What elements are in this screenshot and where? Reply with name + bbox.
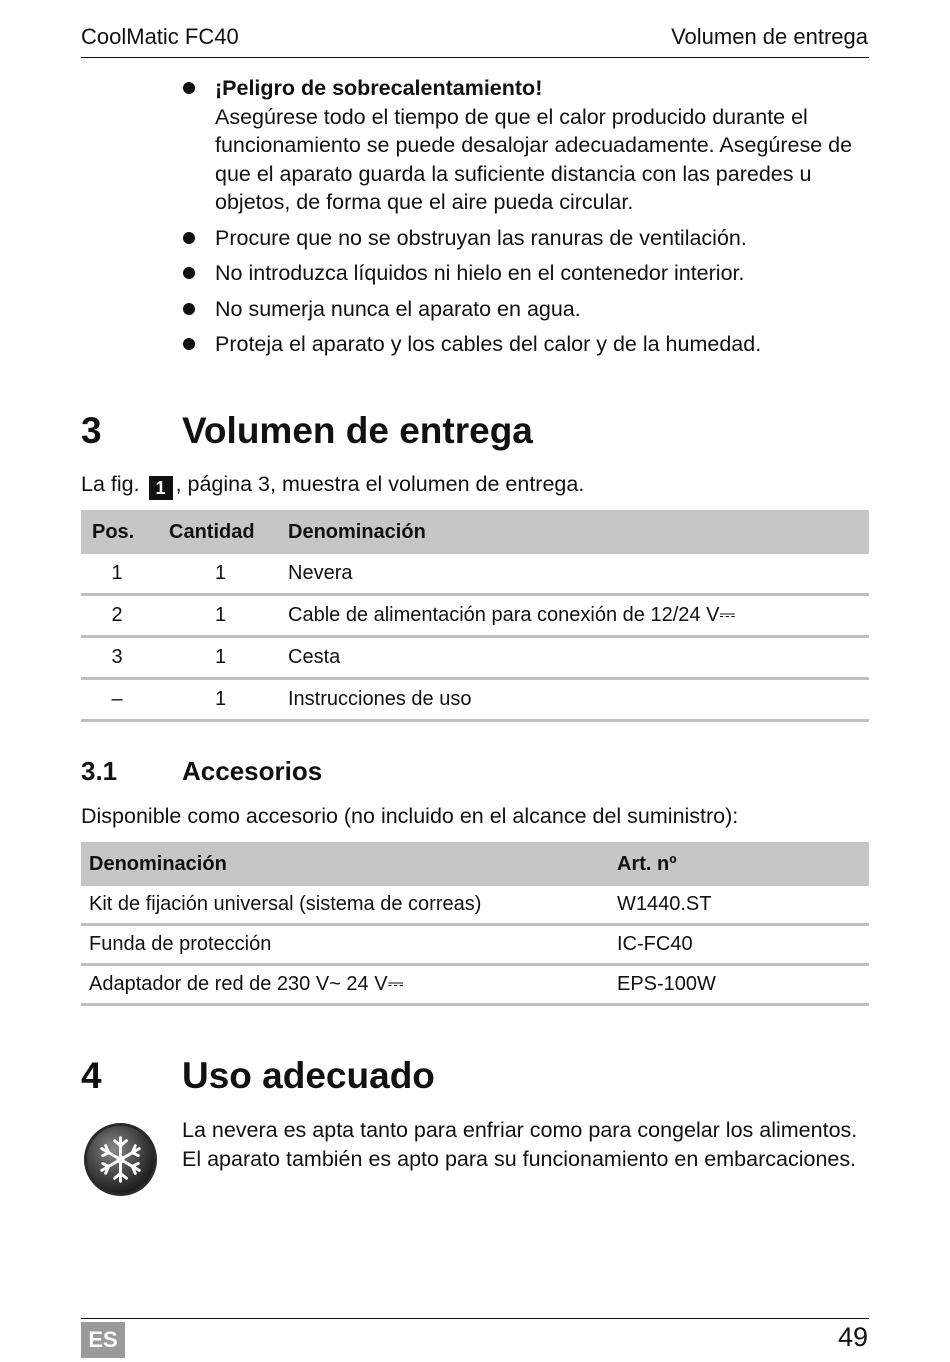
section-3-1-title: Accesorios xyxy=(182,756,323,786)
language-badge: ES xyxy=(81,1322,125,1358)
intro-text-after: , página 3, muestra el volumen de entrega. xyxy=(175,472,585,496)
cell-pos: 1 xyxy=(81,554,153,595)
cell-pos: 2 xyxy=(81,595,153,637)
table-header-row xyxy=(81,842,869,886)
figure-reference-badge: 1 xyxy=(149,476,173,500)
bullet-dot-icon xyxy=(183,232,195,244)
bullet-dot-icon xyxy=(183,303,195,315)
section-4-title: Uso adecuado xyxy=(182,1055,435,1096)
section-3-title: Volumen de entrega xyxy=(182,410,533,451)
cell-name: Adaptador de red de 230 V~ 24 V⎓ xyxy=(81,965,609,1005)
cell-pos: – xyxy=(81,679,153,721)
table-header-row xyxy=(81,510,869,554)
safety-item-text: No sumerja nunca el aparato en agua. xyxy=(215,296,581,321)
warning-title: ¡Peligro de sobrecalentamiento! xyxy=(215,76,543,100)
section-3-intro xyxy=(81,472,584,500)
column-header-quantity: Cantidad xyxy=(153,510,288,554)
cell-name: Cesta xyxy=(288,637,869,679)
table-row xyxy=(81,965,869,1005)
cell-pos: 3 xyxy=(81,637,153,679)
table-row xyxy=(81,554,869,595)
column-header-name: Denominación xyxy=(288,510,869,554)
section-4-number: 4 xyxy=(81,1055,102,1096)
safety-warning-item xyxy=(182,74,872,217)
cell-article-number: EPS-100W xyxy=(609,965,869,1005)
column-header-article-number: Art. nº xyxy=(609,842,869,886)
cell-name: Instrucciones de uso xyxy=(288,679,869,721)
header-product-name: CoolMatic FC40 xyxy=(81,24,239,49)
snowflake-icon xyxy=(83,1122,158,1197)
section-3-number: 3 xyxy=(81,410,102,451)
delivery-scope-table xyxy=(81,510,869,722)
column-header-name: Denominación xyxy=(81,842,609,886)
column-header-pos: Pos. xyxy=(81,510,153,554)
table-row xyxy=(81,925,869,965)
safety-item xyxy=(182,330,872,359)
section-3-1-number: 3.1 xyxy=(81,756,118,786)
safety-item xyxy=(182,224,872,253)
page-number: 49 xyxy=(837,1322,868,1352)
safety-item xyxy=(182,259,872,288)
intro-text-before: La fig. xyxy=(81,472,140,496)
section-3-1-intro: Disponible como accesorio (no incluido en el alcance del suministro): xyxy=(81,804,739,828)
warning-text: Asegúrese todo el tiempo de que el calor producido durante el funcionamiento se puede desalojar adecuadamente. Asegúrese de que el aparato guarda la suficiente distancia con las paredes u objetos, de forma que el aire pueda circular. xyxy=(215,104,853,214)
cell-name: Nevera xyxy=(288,554,869,595)
cell-name: Cable de alimentación para conexión de 12/24 V⎓ xyxy=(288,595,869,637)
table-row xyxy=(81,595,869,637)
header-divider xyxy=(81,57,869,58)
safety-item-text: Procure que no se obstruyan las ranuras de ventilación. xyxy=(215,225,747,250)
table-row xyxy=(81,679,869,721)
bullet-dot-icon xyxy=(183,338,195,350)
safety-item xyxy=(182,295,872,324)
section-4-text: La nevera es apta tanto para enfriar como para congelar los alimentos. El aparato también es apto para su funcionamiento en embarcaciones. xyxy=(182,1118,858,1171)
cell-quantity: 1 xyxy=(153,554,288,595)
cell-quantity: 1 xyxy=(153,679,288,721)
footer-divider xyxy=(81,1318,869,1319)
cell-name: Funda de protección xyxy=(81,925,609,965)
bullet-dot-icon xyxy=(183,82,195,94)
table-row xyxy=(81,637,869,679)
cell-article-number: IC-FC40 xyxy=(609,925,869,965)
cell-name: Kit de fijación universal (sistema de correas) xyxy=(81,886,609,925)
safety-list xyxy=(182,74,872,366)
header-section-title: Volumen de entrega xyxy=(671,24,868,49)
accessories-table xyxy=(81,842,869,1006)
cell-quantity: 1 xyxy=(153,637,288,679)
safety-item-text: No introduzca líquidos ni hielo en el contenedor interior. xyxy=(215,261,745,285)
cell-quantity: 1 xyxy=(153,595,288,637)
table-row xyxy=(81,886,869,925)
bullet-dot-icon xyxy=(183,267,195,279)
safety-item-text: Proteja el aparato y los cables del calor y de la humedad. xyxy=(215,332,762,356)
cell-article-number: W1440.ST xyxy=(609,886,869,925)
